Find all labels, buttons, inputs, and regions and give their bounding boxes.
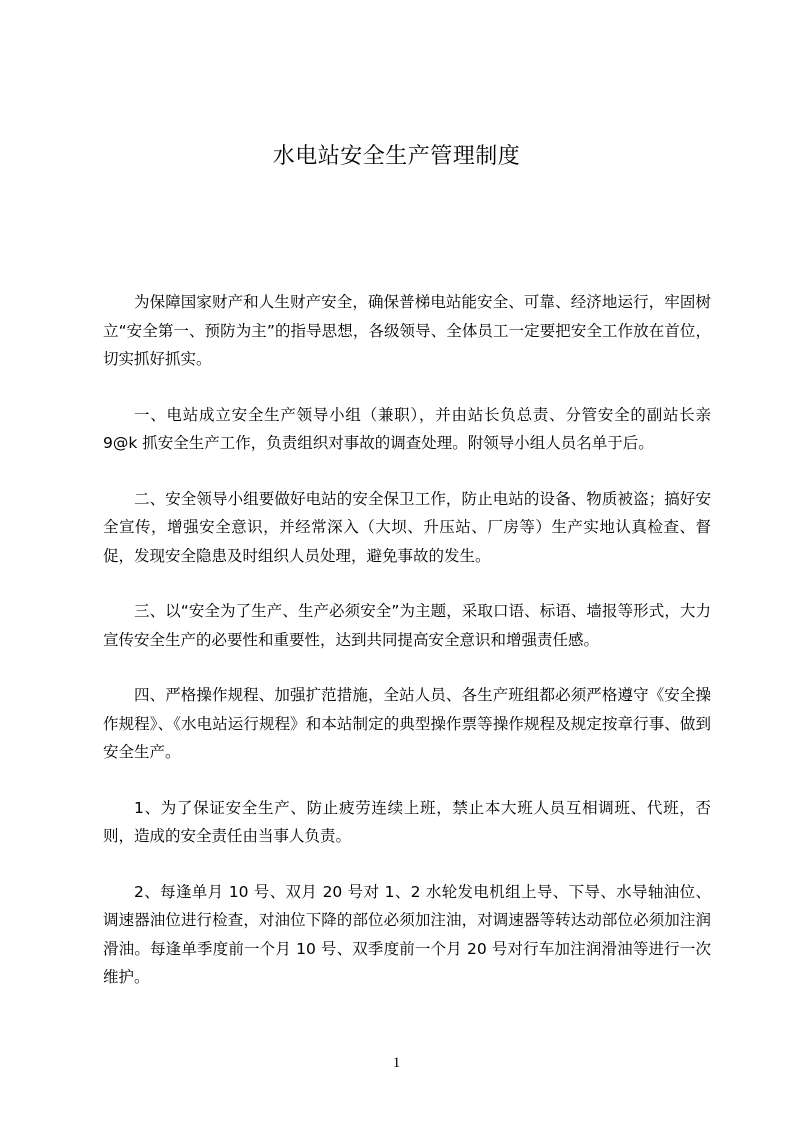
clause-4-paragraph: 四、严格操作规程、加强扩范措施，全站人员、各生产班组都必须严格遵守《安全操作规程》、《水电站运行规程》和本站制定的典型操作票等操作规程及规定按章行事、做到安全生产。 — [103, 686, 711, 761]
item-2-paragraph: 2、每逢单月 10 号、双月 20 号对 1、2 水轮发电机组上导、下导、水导轴油位、调速器油位进行检查，对油位下降的部位必须加注油，对调速器等转达动部位必须加注润滑油。每逢单季度前一个月 10 号、双季度前一个月 20 号对行车加注润滑油等进行一次维护。 — [103, 882, 711, 986]
item-1-paragraph: 1、为了保证安全生产、防止疲劳连续上班，禁止本大班人员互相调班、代班，否则，造成的安全责任由当事人负责。 — [103, 798, 711, 845]
clause-3-paragraph: 三、以“安全为了生产、生产必须安全”为主题，采取口语、标语、墙报等形式，大力宣传安全生产的必要性和重要性，达到共同提高安全意识和增强责任感。 — [103, 602, 711, 649]
page-number: 1 — [392, 1055, 401, 1071]
clause-1-paragraph: 一、电站成立安全生产领导小组（兼职），并由站长负总责、分管安全的副站长亲9@k 抓安全生产工作，负责组织对事故的调查处理。附领导小组人员名单于后。 — [103, 405, 711, 452]
document-body — [103, 288, 711, 1019]
clause-2-paragraph: 二、安全领导小组要做好电站的安全保卫工作，防止电站的设备、物质被盗；搞好安全宣传，增强安全意识，并经常深入（大坝、升压站、厂房等）生产实地认真检查、督促，发现安全隐患及时组织人员处理，避免事故的发生。 — [103, 489, 711, 565]
intro-paragraph: 为保障国家财产和人生财产安全，确保普梯电站能安全、可靠、经济地运行，牢固树立“安全第一、预防为主”的指导思想，各级领导、全体员工一定要把安全工作放在首位，切实抓好抓实。 — [103, 293, 711, 368]
document-title: 水电站安全生产管理制度 — [272, 144, 521, 169]
